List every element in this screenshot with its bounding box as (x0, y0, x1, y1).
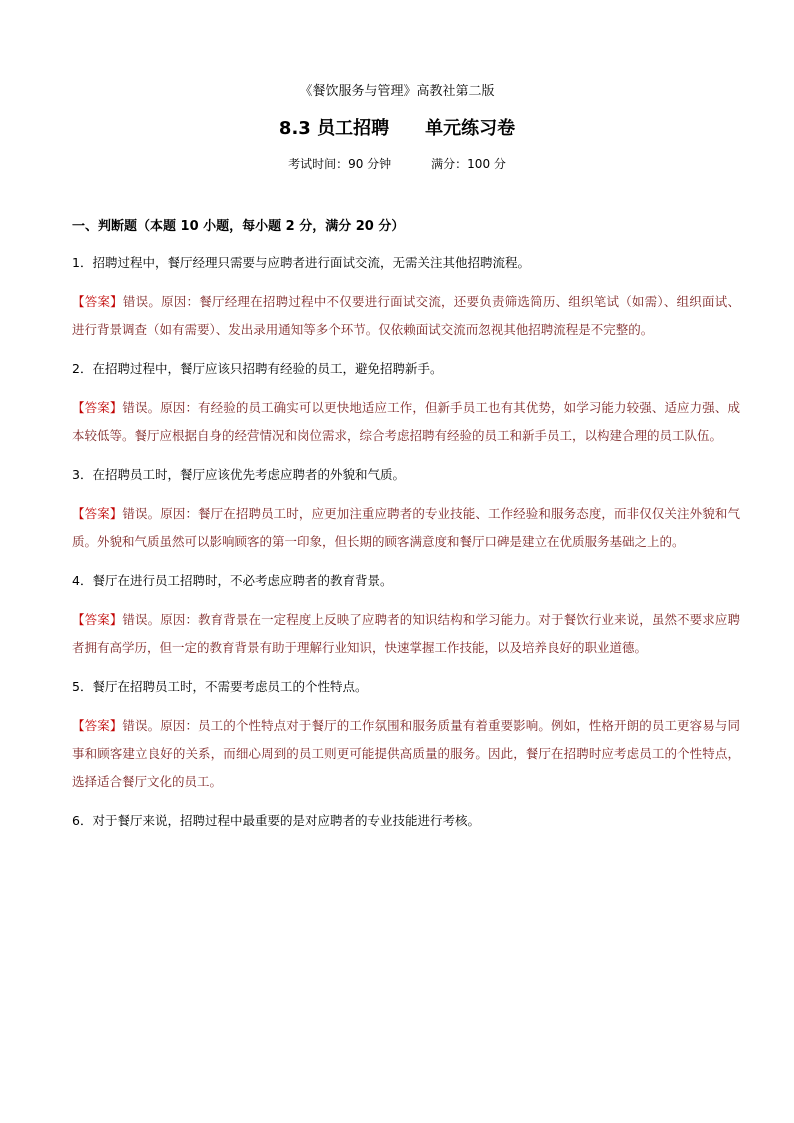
question-text: 1．招聘过程中，餐厅经理只需要与应聘者进行面试交流，无需关注其他招聘流程。 (72, 255, 530, 270)
questions-content (72, 216, 740, 848)
answer-tag: 【答案】 (72, 294, 123, 309)
answer-text (72, 606, 740, 662)
answer-text (72, 712, 740, 796)
answer-body: 错误。原因：餐厅经理在招聘过程中不仅要进行面试交流，还要负责筛选简历、组织笔试（如需）、组织面试、进行背景调查（如有需要）、发出录用通知等多个环节。仅依赖面试交流而忽视其他招聘流程是不完整的。 (72, 294, 740, 337)
exam-info (0, 154, 794, 174)
answer-text (72, 500, 740, 556)
answer-body: 错误。原因：员工的个性特点对于餐厅的工作氛围和服务质量有着重要影响。例如，性格开朗的员工更容易与同事和顾客建立良好的关系，而细心周到的员工则更可能提供高质量的服务。因此，餐厅在招聘时应考虑员工的个性特点，选择适合餐厅文化的员工。 (72, 718, 740, 789)
answer-body: 错误。原因：教育背景在一定程度上反映了应聘者的知识结构和学习能力。对于餐饮行业来说，虽然不要求应聘者拥有高学历，但一定的教育背景有助于理解行业知识，快速掌握工作技能，以及培养良好的职业道德。 (72, 612, 740, 655)
answer-tag: 【答案】 (72, 718, 123, 733)
question-text: 6．对于餐厅来说，招聘过程中最重要的是对应聘者的专业技能进行考核。 (72, 813, 480, 828)
question-text: 4．餐厅在进行员工招聘时，不必考虑应聘者的教育背景。 (72, 573, 393, 588)
answer-text (72, 288, 740, 344)
question-text: 2．在招聘过程中，餐厅应该只招聘有经验的员工，避免招聘新手。 (72, 361, 443, 376)
answer-body: 错误。原因：有经验的员工确实可以更快地适应工作，但新手员工也有其优势，如学习能力较强、适应力强、成本较低等。餐厅应根据自身的经营情况和岗位需求，综合考虑招聘有经验的员工和新手员工，以构建合理的员工队伍。 (72, 400, 740, 443)
question-text: 3．在招聘员工时，餐厅应该优先考虑应聘者的外貌和气质。 (72, 467, 405, 482)
answer-tag: 【答案】 (72, 400, 123, 415)
document-title (0, 116, 794, 142)
answer-body: 错误。原因：餐厅在招聘员工时，应更加注重应聘者的专业技能、工作经验和服务态度，而非仅仅关注外貌和气质。外貌和气质虽然可以影响顾客的第一印象，但长期的顾客满意度和餐厅口碑是建立在优质服务基础之上的。 (72, 506, 740, 549)
section-heading: 一、判断题（本题 10 小题，每小题 2 分，满分 20 分） (72, 219, 405, 234)
full-score: 满分：100 分 (431, 157, 506, 171)
answer-text (72, 394, 740, 450)
document-subtitle: 《餐饮服务与管理》高教社第二版 (299, 84, 495, 99)
answer-tag: 【答案】 (72, 506, 123, 521)
title-main: 8.3 员工招聘 (278, 118, 390, 139)
exam-time: 考试时间：90 分钟 (288, 157, 392, 171)
title-sub: 单元练习卷 (425, 118, 516, 139)
answer-tag: 【答案】 (72, 612, 123, 627)
question-text: 5．餐厅在招聘员工时，不需要考虑员工的个性特点。 (72, 679, 368, 694)
